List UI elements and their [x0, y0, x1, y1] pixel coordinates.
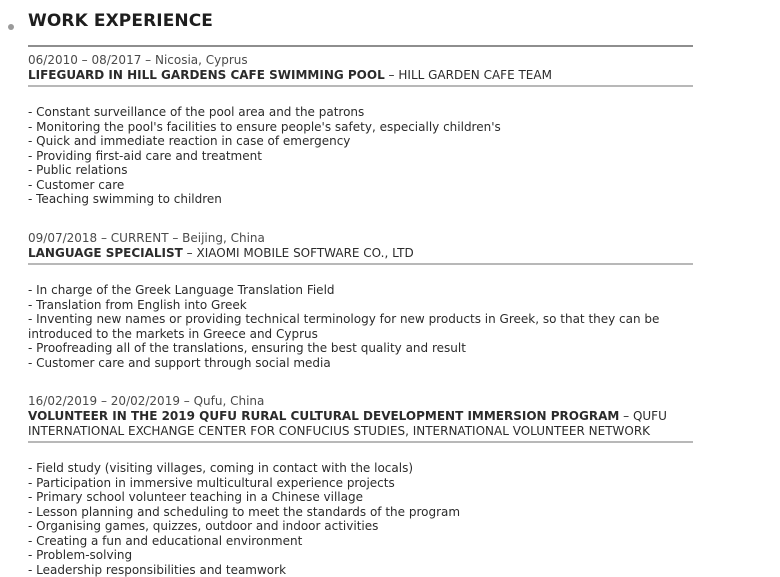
description-line: - Teaching swimming to children [28, 192, 222, 206]
entry-divider [28, 263, 693, 265]
experience-entry [28, 231, 693, 370]
entry-description [28, 105, 693, 207]
entry-separator: – [619, 409, 633, 423]
description-line: - Creating a fun and educational environment [28, 533, 303, 548]
entry-divider [28, 85, 693, 87]
entry-date-location: 09/07/2018 – CURRENT – Beijing, China [28, 231, 265, 245]
description-line: - Providing first-aid care and treatment [28, 148, 262, 163]
description-line: - Organising games, quizzes, outdoor and indoor activities [28, 519, 379, 533]
description-line: - Customer care [28, 177, 125, 192]
description-line: - Inventing new names or providing technical terminology for new products in Greek, so that they can be introduced to the markets in Greece and Cyprus [28, 312, 660, 341]
entry-role [28, 246, 693, 261]
entry-role [28, 409, 693, 439]
section-bullet-icon [8, 24, 14, 30]
description-line: - In charge of the Greek Language Translation Field [28, 283, 335, 297]
description-line: - Public relations [28, 163, 128, 177]
description-line: - Problem-solving [28, 548, 133, 562]
entry-role-title: LANGUAGE SPECIALIST [28, 246, 183, 260]
entry-role-title: VOLUNTEER IN THE 2019 QUFU RURAL CULTURAL DEVELOPMENT IMMERSION PROGRAM [28, 409, 620, 423]
entry-separator: – [384, 68, 399, 82]
description-line: - Customer care and support through social media [28, 355, 331, 370]
description-line: - Proofreading all of the translations, ensuring the best quality and result [28, 341, 466, 355]
description-line: - Lesson planning and scheduling to meet the standards of the program [28, 504, 461, 519]
entry-role [28, 68, 693, 83]
experience-entry [28, 394, 693, 577]
section-title: WORK EXPERIENCE [28, 11, 214, 31]
experience-entry [28, 53, 693, 207]
section-header [0, 9, 700, 39]
description-line: - Quick and immediate reaction in case of emergency [28, 134, 351, 148]
entry-divider [28, 441, 693, 443]
description-line: - Field study (visiting villages, coming in contact with the locals) [28, 461, 414, 475]
description-line: - Primary school volunteer teaching in a Chinese village [28, 490, 363, 504]
entry-date-location: 16/02/2019 – 20/02/2019 – Qufu, China [28, 394, 265, 408]
description-line: - Participation in immersive multicultural experience projects [28, 475, 395, 490]
entry-organization: HILL GARDEN CAFE TEAM [398, 68, 552, 82]
entry-description [28, 283, 693, 370]
description-line: - Translation from English into Greek [28, 297, 247, 312]
entry-organization: QUFU INTERNATIONAL EXCHANGE CENTER FOR CONFUCIUS STUDIES, INTERNATIONAL VOLUNTEER NETWORK [28, 409, 667, 438]
section-divider [28, 45, 693, 47]
entry-description [28, 461, 693, 577]
description-line: - Monitoring the pool's facilities to ensure people's safety, especially children's [28, 119, 501, 134]
entry-role-title: LIFEGUARD IN HILL GARDENS CAFE SWIMMING POOL [28, 68, 385, 82]
entry-date-location: 06/2010 – 08/2017 – Nicosia, Cyprus [28, 53, 248, 67]
description-line: - Leadership responsibilities and teamwork [28, 562, 287, 577]
entry-organization: XIAOMI MOBILE SOFTWARE CO., LTD [196, 246, 414, 260]
description-line: - Constant surveillance of the pool area and the patrons [28, 105, 365, 119]
entry-separator: – [182, 246, 197, 260]
